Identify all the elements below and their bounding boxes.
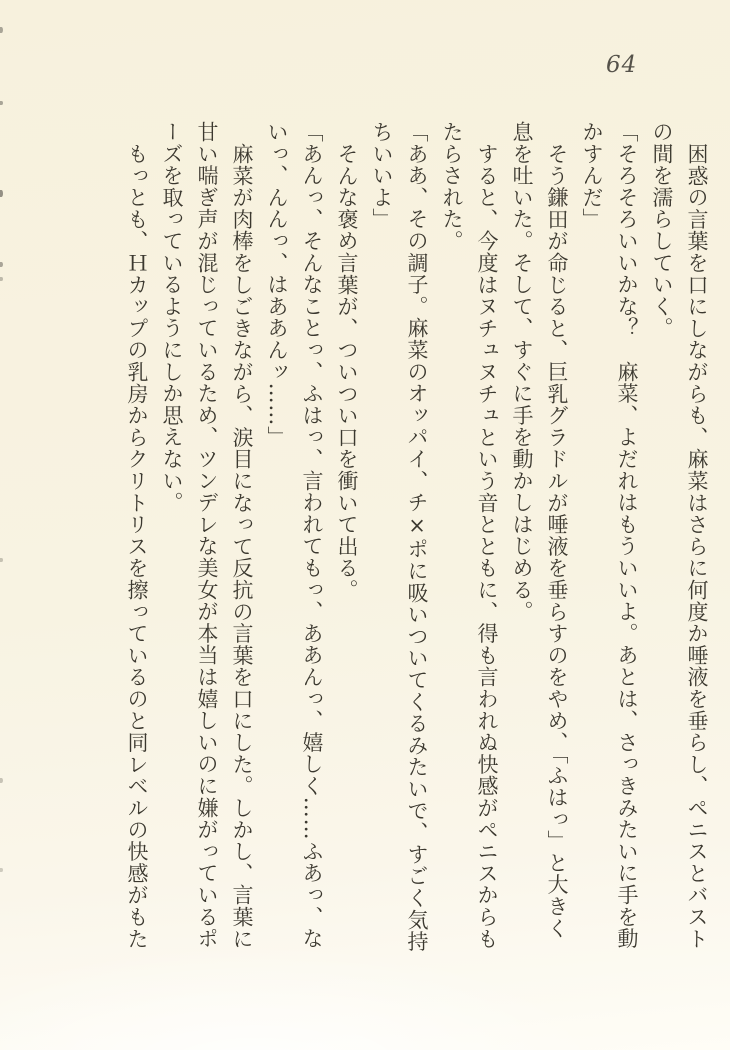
text-column-1: 困惑の言葉を口にしながらも、麻菜はさらに何度か唾液を垂らし、ペニスとバスト	[685, 142, 709, 950]
text-column-12: 「あんっ、そんなことっ、ふはっ、言われてもっ、ああんっ、嬉しく……ふあっ、な	[300, 121, 324, 950]
binding-speck	[0, 277, 3, 281]
vertical-text-block	[119, 121, 714, 953]
binding-speck	[0, 101, 3, 105]
text-column-4: かすんだ」	[580, 121, 604, 230]
binding-speck	[0, 27, 3, 33]
text-column-9: 「ああ、その調子。麻菜のオッパイ、チ×ポに吸いついてくるみたいで、すごく気持	[405, 121, 429, 953]
text-column-15: 甘い喘ぎ声が混じっているため、ツンデレな美女が本当は嬉しいのに嫌がっているポ	[195, 121, 219, 950]
binding-speck	[0, 868, 3, 872]
text-column-11: そんな褒め言葉が、ついつい口を衝いて出る。	[335, 142, 359, 601]
text-column-13: いっ、んんっ、はああんッ……」	[265, 121, 289, 448]
binding-speck	[0, 778, 3, 783]
text-column-7: すると、今度はヌチュヌチュという音とともに、得も言われぬ快感がペニスからも	[475, 142, 499, 950]
text-column-3: 「そろそろいいかな？ 麻菜、よだれはもういいよ。あとは、さっきみたいに手を動	[615, 121, 639, 950]
page-number: 64	[606, 52, 638, 78]
text-column-5: そう鎌田が命じると、巨乳グラドルが唾液を垂らすのをやめ、「ふはっ」と大きく	[545, 142, 569, 939]
binding-speck	[0, 262, 3, 267]
text-column-2: の間を濡らしていく。	[650, 121, 674, 339]
binding-speck	[0, 558, 3, 562]
text-column-17: もっとも、Ｈカップの乳房からクリトリスを擦っているのと同レベルの快感がもた	[125, 142, 149, 950]
text-column-10: ちいいよ」	[370, 121, 394, 230]
text-column-16: ーズを取っているようにしか思えない。	[160, 121, 184, 514]
text-column-6: 息を吐いた。そして、すぐに手を動かしはじめる。	[510, 121, 534, 623]
text-column-8: たらされた。	[440, 121, 464, 252]
text-column-14: 麻菜が肉棒をしごきながら、涙目になって反抗の言葉を口にした。しかし、言葉に	[230, 142, 254, 950]
binding-speck	[0, 190, 3, 197]
